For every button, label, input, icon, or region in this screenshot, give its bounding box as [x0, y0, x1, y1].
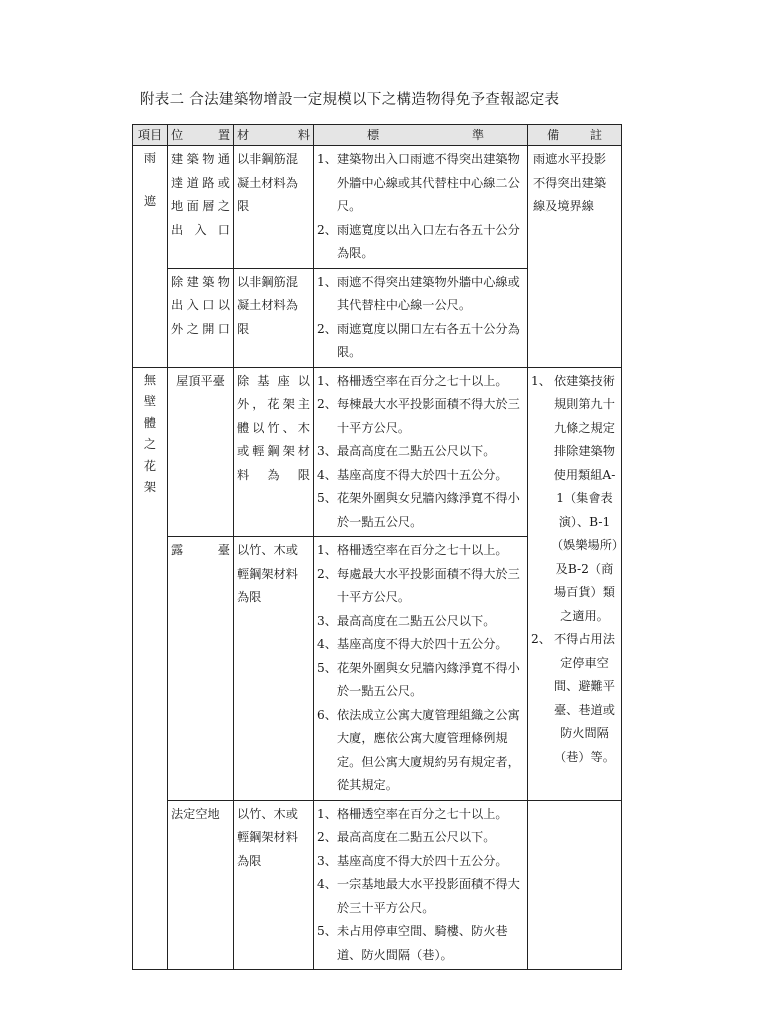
- note-item: 2、 不得占用法定停車空間、避難平臺、巷道或防火間隔（巷）等。: [531, 632, 615, 764]
- material-cell: 以非鋼筋混凝土材料為限: [234, 146, 314, 269]
- standard-cell: [314, 800, 528, 970]
- table-row: [133, 146, 622, 269]
- item-label: 無 壁 體 之 花 架: [143, 372, 157, 494]
- position-cell: 建築物通達道路或地面層之出入口: [168, 146, 234, 269]
- standard-item: 2、 雨遮寬度以出入口左右各五十公分為限。: [317, 222, 520, 260]
- standard-item: 6、 依法成立公寓大廈管理組織之公寓大廈，應依公寓大廈管理條例規定。但公寓大廈規約另有規定者，從其規定。: [317, 707, 520, 792]
- header-note: 備 註: [528, 125, 622, 146]
- standard-item: 1、 格柵透空率在百分之七十以上。: [317, 806, 508, 821]
- header-position: 位 置: [168, 125, 234, 146]
- material-cell: 以非鋼筋混凝土材料為限: [234, 268, 314, 367]
- header-item: 項目: [133, 125, 168, 146]
- header-material: 材 料: [234, 125, 314, 146]
- standard-item: 4、 一宗基地最大水平投影面積不得大於三十平方公尺。: [317, 877, 520, 915]
- table-header-row: [133, 125, 622, 146]
- standard-cell: [314, 268, 528, 367]
- standard-item: 5、 花架外圍與女兒牆內緣淨寬不得小於一點五公尺。: [317, 660, 520, 698]
- standard-item: 3、 基座高度不得大於四十五公分。: [317, 853, 508, 868]
- position-cell: 露臺: [168, 537, 234, 801]
- standard-cell: [314, 146, 528, 269]
- position-cell: 除建築物出入口以外之開口: [168, 268, 234, 367]
- material-cell: 以竹、木或輕鋼架材料為限: [234, 537, 314, 801]
- item-cell-canopy: [133, 146, 168, 368]
- material-cell: 除基座以外，花架主體以竹、木或輕鋼架材料為限: [234, 367, 314, 537]
- note-item: 1、 依建築技術規則第九十九條之規定排除建築物使用類組A-1（集會表演）、B-1（娛樂場所）及B-2（商場百貨）類之適用。: [531, 373, 618, 623]
- position-cell: 屋頂平臺: [168, 367, 234, 537]
- certification-table: [132, 124, 622, 970]
- standard-item: 1、 建築物出入口雨遮不得突出建築物外牆中心線或其代替柱中心線二公尺。: [317, 152, 520, 213]
- material-cell: 以竹、木或輕鋼架材料為限: [234, 800, 314, 970]
- standard-item: 3、 最高高度在二點五公尺以下。: [317, 444, 496, 458]
- standard-item: 2、 每處最大水平投影面積不得大於三十平方公尺。: [317, 566, 520, 604]
- note-cell: [528, 367, 622, 800]
- standard-item: 4、 基座高度不得大於四十五公分。: [317, 637, 508, 651]
- standard-item: 2、 每棟最大水平投影面積不得大於三十平方公尺。: [317, 397, 520, 435]
- standard-item: 2、 雨遮寬度以開口左右各五十公分為限。: [317, 321, 520, 359]
- page-title: 附表二 合法建築物增設一定規模以下之構造物得免予查報認定表: [140, 92, 560, 108]
- standard-cell: [314, 537, 528, 801]
- standard-item: 3、 最高高度在二點五公尺以下。: [317, 613, 496, 628]
- note-cell-empty: [528, 800, 622, 970]
- standard-cell: [314, 367, 528, 537]
- standard-item: 4、 基座高度不得大於四十五公分。: [317, 467, 508, 482]
- item-label: 雨 遮: [143, 151, 157, 208]
- header-standard: 標 準: [314, 125, 528, 146]
- table-row: [133, 800, 622, 970]
- standard-item: 2、 最高高度在二點五公尺以下。: [317, 830, 496, 844]
- item-cell-pergola: [133, 367, 168, 970]
- standard-item: 1、 格柵透空率在百分之七十以上。: [317, 373, 508, 388]
- position-cell: 法定空地: [168, 800, 234, 970]
- standard-item: 5、 未占用停車空間、騎樓、防火巷道、防火間隔（巷）。: [317, 924, 508, 962]
- standard-item: 1、 雨遮不得突出建築物外牆中心線或其代替柱中心線一公尺。: [317, 274, 520, 312]
- standard-item: 5、 花架外圍與女兒牆內緣淨寬不得小於一點五公尺。: [317, 491, 520, 529]
- standard-item: 1、 格柵透空率在百分之七十以上。: [317, 543, 508, 557]
- table-row: [133, 367, 622, 537]
- note-cell: 雨遮水平投影不得突出建築線及境界線: [528, 146, 622, 368]
